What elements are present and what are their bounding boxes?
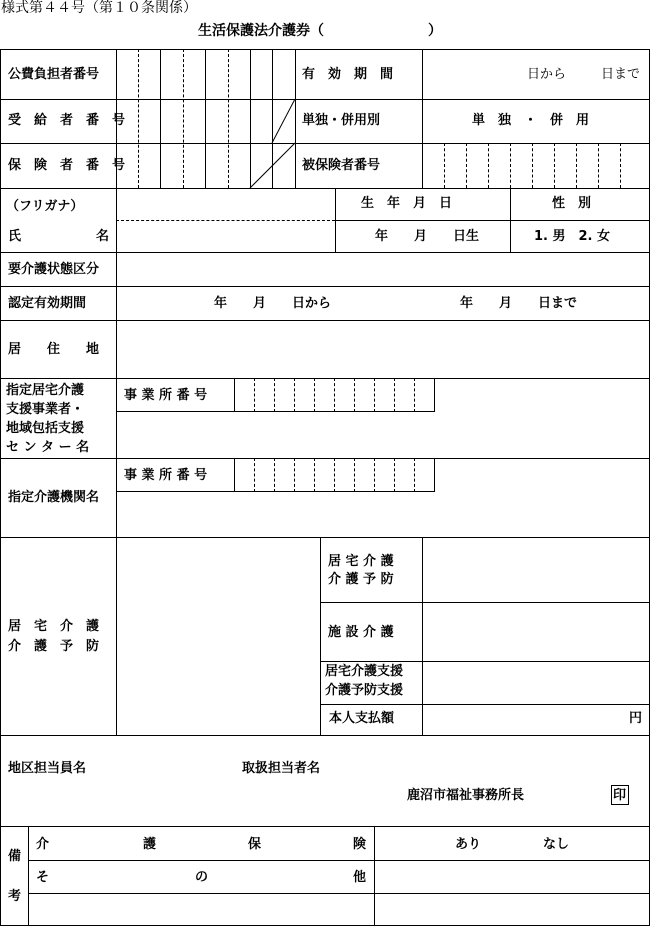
birth-label: 生 年 月 日	[361, 196, 453, 211]
recipient-label: 受 給 者 番 号	[8, 113, 126, 128]
name-label-b: 名	[96, 229, 110, 244]
support-label-line3: 地域包括支援	[6, 421, 85, 436]
sub-home-care-line2: 介 護 予 防	[328, 572, 394, 587]
care-level-label: 要介護状態区分	[8, 262, 100, 277]
sex-value: 1. 男 2. 女	[534, 229, 611, 244]
office-number-label: 事 業 所 番 号	[124, 388, 208, 403]
seal-mark: 印	[613, 788, 627, 803]
office-number-label: 事 業 所 番 号	[124, 468, 208, 483]
support-plan-line2: 介護予防支援	[325, 683, 404, 698]
handler-label: 取扱担当者名	[242, 761, 321, 776]
support-label-line1: 指定居宅介護	[6, 383, 85, 398]
office-head-label: 鹿沼市福祉事務所長	[407, 788, 525, 803]
furigana-label: （フリガナ）	[6, 199, 84, 214]
insurance-char: 保	[248, 837, 262, 852]
name-label-a: 氏	[8, 229, 22, 244]
agency-label: 指定介護機関名	[8, 490, 100, 505]
document-title: 生活保護法介護券（	[198, 23, 324, 39]
support-label-line4: セ ン タ ー 名	[6, 440, 90, 455]
form-number: 様式第４４号（第１０条関係）	[1, 0, 197, 16]
facility-care-label: 施 設 介 護	[328, 625, 394, 640]
validity-to: 日まで	[601, 67, 641, 82]
cert-to: 年 月 日まで	[460, 296, 578, 311]
other-char: 他	[353, 870, 367, 885]
insured-label: 被保険者番号	[302, 158, 381, 173]
support-plan-line1: 居宅介護支援	[325, 664, 404, 679]
other-char: の	[195, 870, 209, 885]
remarks-label-bottom: 考	[8, 889, 22, 904]
self-pay-label: 本人支払額	[329, 711, 395, 726]
yen-unit: 円	[629, 711, 643, 726]
cert-period-label: 認定有効期間	[8, 296, 87, 311]
district-officer-label: 地区担当員名	[8, 761, 87, 776]
public-payer-label: 公費負担者番号	[8, 67, 100, 82]
insurer-label: 保 険 者 番 号	[8, 158, 126, 173]
insurance-yes: あり	[455, 837, 482, 852]
insurance-char: 険	[353, 837, 367, 852]
other-char: そ	[36, 870, 50, 885]
validity-label: 有 効 期 間	[302, 67, 394, 82]
single-combined-value: 単 独 ・ 併 用	[472, 113, 590, 128]
single-combined-label: 単独・併用別	[302, 113, 381, 128]
insurance-char: 介	[36, 837, 50, 852]
remarks-label-top: 備	[8, 849, 22, 864]
home-care-label-line1: 居 宅 介 護	[8, 619, 100, 634]
sex-label: 性 別	[552, 196, 592, 211]
validity-from: 日から	[527, 67, 567, 82]
support-label-line2: 支援事業者・	[6, 402, 85, 417]
insurance-char: 護	[143, 837, 157, 852]
document-title-close: ）	[428, 23, 442, 39]
home-care-label-line2: 介 護 予 防	[8, 639, 100, 654]
insurance-no: なし	[543, 837, 570, 852]
address-label: 居 住 地	[8, 342, 100, 357]
birth-value: 年 月 日生	[375, 229, 480, 244]
cert-from: 年 月 日から	[214, 296, 332, 311]
sub-home-care-line1: 居 宅 介 護	[328, 554, 394, 569]
